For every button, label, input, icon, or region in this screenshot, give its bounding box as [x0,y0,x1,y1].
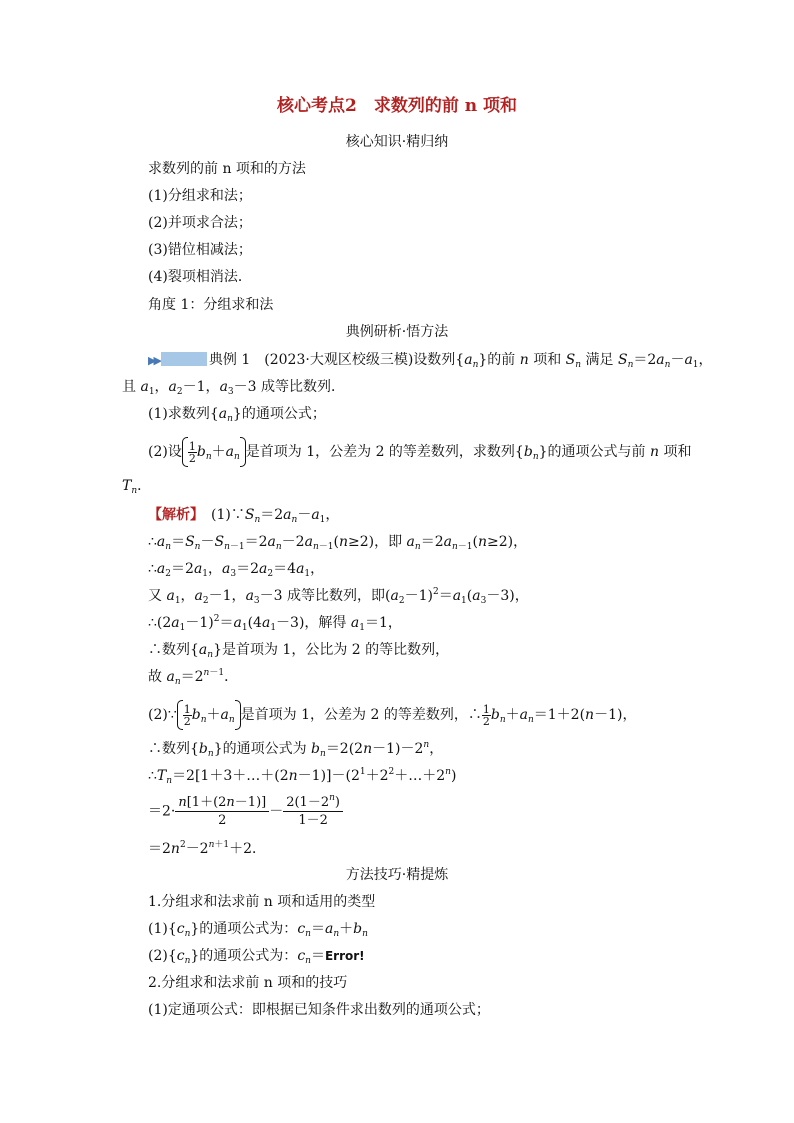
double-arrow-icon: ▶▶ [148,354,159,367]
tip-1-item-2: $(2)\{c_n\}$的通项公式为：$c_n=Error$! [148,948,365,966]
fraction-half-3: $\frac{1}{2}$ [482,702,490,728]
analysis-line-5: $\therefore(2a_1-1)^2=a_1(4a_1-3)$，解得 $a_1=1$， [148,614,402,633]
analysis-line-6: ∴数列$\{a_n\}$是首项为 1，公比为 2 的等比数列， [148,642,450,660]
section-heading-examples: 典例研析·悟方法 [345,324,449,340]
fraction-half: $\frac{1}{2}$ [188,439,196,465]
question-2-line-2: $T_n$． [122,478,152,496]
knowledge-intro: 求数列的前 n 项和的方法 [148,161,306,177]
analysis-line-8: (2)∵ $\frac{1}{2}$ $b_n+a_n$ 是首项为 1，公差为 2 的等差数列，∴ $\frac{1}{2}$ $b_n+a_n=1+2(n-1)$， [148,700,636,730]
tip-1-item-1: $(1)\{c_n\}$的通项公式为：$c_n=a_n+b_n$ [148,921,368,939]
analysis-line-4: 又 $a_1$，$a_2-1$，$a_3-3$ 成等比数列，即$(a_2-1)^2=a_1(a_3-3)$， [148,587,529,606]
error-text: Error! [324,949,365,963]
fraction-half-2: $\frac{1}{2}$ [183,702,191,728]
analysis-label: 【解析】 [148,507,197,523]
method-3: (3)错位相减法； [148,242,252,258]
analysis-line-7: 故 $a_n=2^{n-1}$． [148,668,239,687]
analysis-line-9: ∴数列$\{b_n\}$的通项公式为 $b_n=2(2n-1)-2^n$， [148,740,444,759]
example-1-line-1: ▶▶ 典例 1 (2023·大观区校级三模)设数列$\{a_n\}$的前 n 项和 $S_n$ 满足 $S_n=2a_n-a_1$， [148,352,713,370]
page-title: 核心考点2 求数列的前 n 项和 [276,96,518,116]
fraction-geo-sum: $\frac{2(1-2^n)}{1-2}$ [283,794,343,829]
example-1-line-2: 且 $a_1$，$a_2-1$，$a_3-3$ 成等比数列． [122,379,346,397]
fraction-arith-sum: $\frac{n[1+(2n-1)]}{2}$ [175,794,269,829]
right-brace-2 [235,700,241,730]
question-2-line-1: (2)设 $\frac{1}{2}$ $b_n+a_n$ 是首项为 1，公差为 2 的等差数列，求数列$\{b_n\}$的通项公式与前 n 项和 [148,437,691,467]
example-badge [161,352,207,366]
analysis-line-11: ＝2· $\frac{n[1+(2n-1)]}{2}$ － $\frac{2(1-2^n)}{1-2}$ [148,794,343,829]
analysis-line-1: 【解析】 $(1)\because S_n=2a_n-a_1$， [148,507,340,525]
method-2: (2)并项求合法； [148,215,252,231]
example-source: (2023·大观区校级三模) [264,352,414,368]
example-label: 典例 1 [208,352,251,368]
analysis-line-2: $\therefore a_n=S_n-S_{n-1}=2a_n-2a_{n-1}(n\ge 2)$，即 $a_n=2a_{n-1}(n\ge 2)$， [148,534,528,552]
method-1: (1)分组求和法； [148,188,252,204]
analysis-line-12: $=2n^2-2^{n+1}+2$． [148,840,267,857]
analysis-line-3: $\therefore a_2=2a_1$，$a_3=2a_2=4a_1$， [148,561,325,579]
method-4: (4)裂项相消法． [148,269,252,285]
section-heading-knowledge: 核心知识·精归纳 [345,134,449,150]
right-brace [240,437,246,467]
question-1: (1)求数列$\{a_n\}$的通项公式； [148,406,326,424]
section-heading-tips: 方法技巧·精提炼 [345,867,449,883]
analysis-line-10: $\therefore T_n=2[1+3+\dots+(2n-1)]-(2^1+2^2+\dots+2^n)$ [148,767,457,786]
angle-heading: 角度 1：分组求和法 [148,297,274,313]
tip-1: 1.分组求和法求前 n 项和适用的类型 [148,894,376,910]
tip-2: 2.分组求和法求前 n 项和的技巧 [148,975,348,991]
tip-2-item-1: (1)定通项公式：即根据已知条件求出数列的通项公式； [148,1002,490,1018]
